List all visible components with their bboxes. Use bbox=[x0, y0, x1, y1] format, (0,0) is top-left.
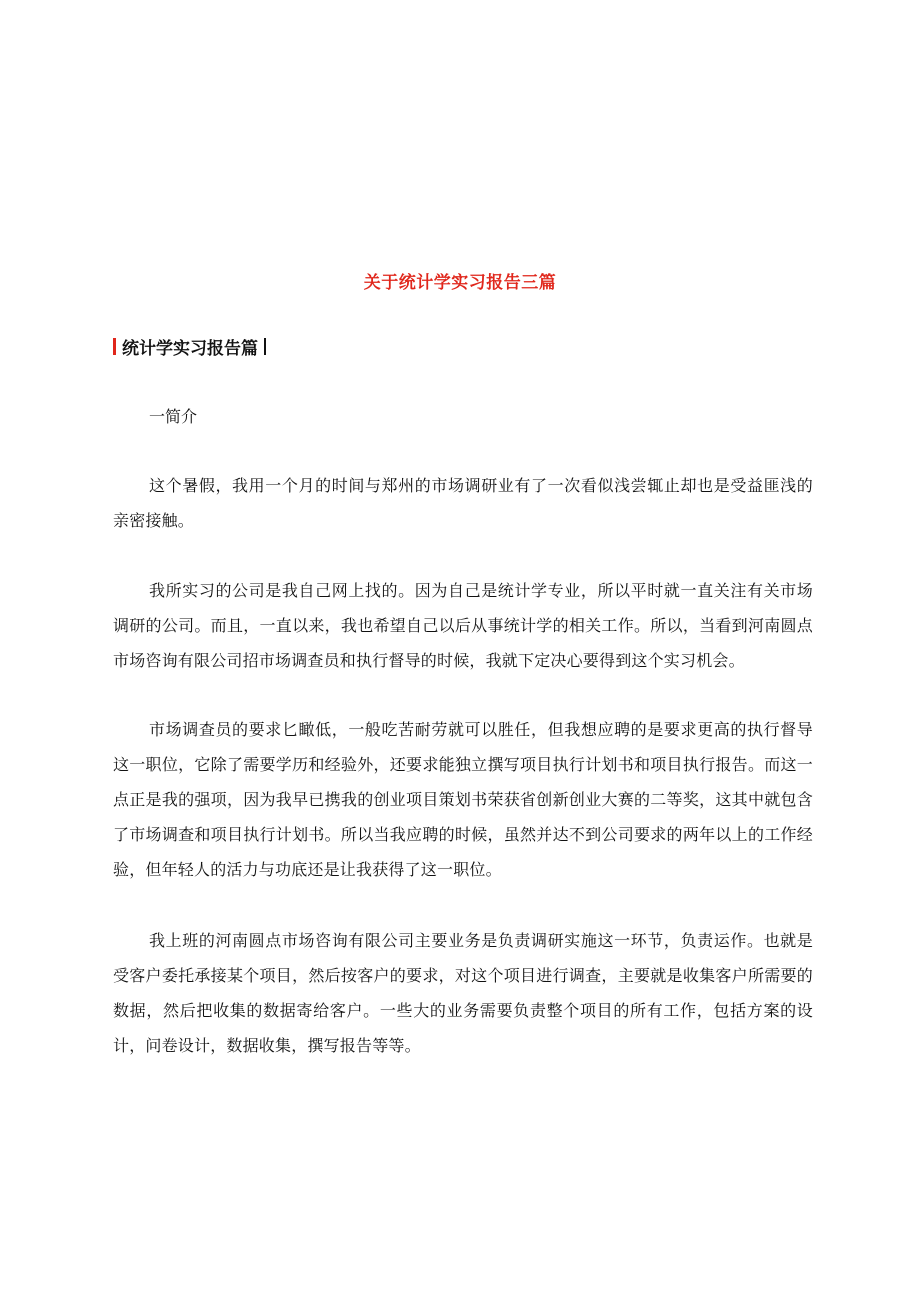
subheading: 一简介 bbox=[149, 407, 198, 426]
heading-red-bar bbox=[113, 338, 116, 355]
paragraph: 这个暑假，我用一个月的时间与郑州的市场调研业有了一次看似浅尝辄止却也是受益匪浅的亲密接触。 bbox=[113, 476, 813, 530]
document-title: 关于统计学实习报告三篇 bbox=[363, 273, 557, 293]
paragraph: 我上班的河南圆点市场咨询有限公司主要业务是负责调研实施这一环节，负责运作。也就是受客户委托承接某个项目，然后按客户的要求，对这个项目进行调查，主要就是收集客户所需要的数据，然后把收集的数据寄给客户。一些大的业务需要负责整个项目的所有工作，包括方案的设计，问卷设计，数据收集，撰写报告等等。 bbox=[113, 931, 813, 1055]
section-heading-text: 统计学实习报告篇 bbox=[122, 339, 258, 359]
paragraph: 市场调查员的要求匕瞰低，一般吃苦耐劳就可以胜任，但我想应聘的是要求更高的执行督导这一职位，它除了需要学历和经验外，还要求能独立撰写项目执行计划书和项目执行报告。而这一点正是我的强项，因为我早已携我的创业项目策划书荣获省创新创业大赛的二等奖，这其中就包含了市场调查和项目执行计划书。所以当我应聘的时候，虽然并达不到公司要求的两年以上的工作经验，但年轻人的活力与功底还是让我获得了这一职位。 bbox=[113, 720, 813, 879]
heading-black-bar bbox=[264, 338, 266, 355]
paragraph: 我所实习的公司是我自己网上找的。因为自己是统计学专业，所以平时就一直关注有关市场调研的公司。而且，一直以来，我也希望自己以后从事统计学的相关工作。所以，当看到河南圆点市场咨询有限公司招市场调查员和执行督导的时候，我就下定决心要得到这个实习机会。 bbox=[113, 581, 813, 670]
section-heading bbox=[113, 334, 266, 359]
